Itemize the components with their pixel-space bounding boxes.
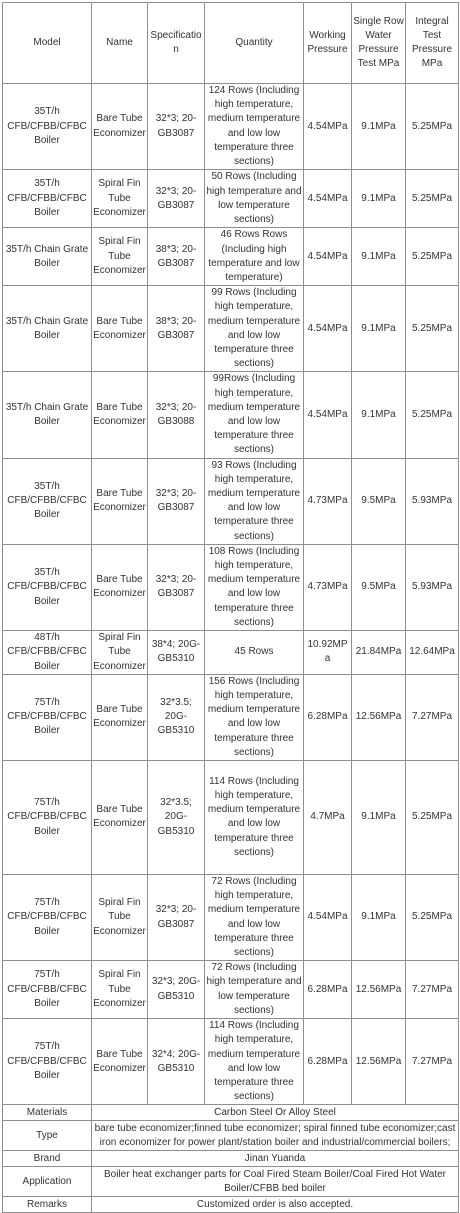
name-cell: Bare Tube Economizer xyxy=(92,458,148,544)
working-pressure-cell: 10.92MPa xyxy=(304,631,352,675)
model-cell: 48T/h CFB/CFBB/CFBC Boiler xyxy=(3,631,92,675)
name-cell: Spiral Fin Tube Economizer xyxy=(92,874,148,960)
integral-test-cell: 5.25MPa xyxy=(406,228,459,286)
header-specification: Specification xyxy=(148,3,205,84)
integral-test-cell: 7.27MPa xyxy=(406,674,459,760)
single-row-test-cell: 9.1MPa xyxy=(352,372,406,458)
single-row-test-cell: 9.1MPa xyxy=(352,874,406,960)
name-cell: Bare Tube Economizer xyxy=(92,286,148,372)
header-name: Name xyxy=(92,3,148,84)
table-row xyxy=(3,228,459,286)
specification-cell: 32*3.5; 20G-GB5310 xyxy=(148,760,205,874)
model-cell: 75T/h CFB/CFBB/CFBC Boiler xyxy=(3,874,92,960)
footer-value: Jinan Yuanda xyxy=(92,1151,459,1167)
specification-cell: 32*3; 20-GB3087 xyxy=(148,544,205,630)
specification-cell: 32*3; 20-GB3087 xyxy=(148,84,205,170)
header-working-pressure: Working Pressure xyxy=(304,3,352,84)
economizer-spec-table xyxy=(2,2,459,1213)
footer-value: Customized order is also accepted. xyxy=(92,1197,459,1213)
name-cell: Spiral Fin Tube Economizer xyxy=(92,961,148,1019)
table-row xyxy=(3,372,459,458)
specification-cell: 32*3; 20G-GB5310 xyxy=(148,961,205,1019)
table-row xyxy=(3,760,459,874)
working-pressure-cell: 6.28MPa xyxy=(304,961,352,1019)
single-row-test-cell: 12.56MPa xyxy=(352,1019,406,1105)
working-pressure-cell: 4.73MPa xyxy=(304,544,352,630)
single-row-test-cell: 9.5MPa xyxy=(352,544,406,630)
quantity-cell: 99 Rows (Including high temperature, medium temperature and low low temperature three sections) xyxy=(205,286,304,372)
working-pressure-cell: 4.54MPa xyxy=(304,170,352,228)
name-cell: Spiral Fin Tube Economizer xyxy=(92,170,148,228)
table-row xyxy=(3,544,459,630)
table-row xyxy=(3,674,459,760)
integral-test-cell: 5.25MPa xyxy=(406,170,459,228)
working-pressure-cell: 4.54MPa xyxy=(304,228,352,286)
quantity-cell: 46 Rows Rows (Including high temperature and low temperature) xyxy=(205,228,304,286)
name-cell: Bare Tube Economizer xyxy=(92,544,148,630)
working-pressure-cell: 4.54MPa xyxy=(304,286,352,372)
model-cell: 35T/h CFB/CFBB/CFBC Boiler xyxy=(3,84,92,170)
working-pressure-cell: 6.28MPa xyxy=(304,674,352,760)
footer-label: Application xyxy=(3,1167,92,1197)
table-row xyxy=(3,631,459,675)
specification-cell: 32*3; 20-GB3087 xyxy=(148,458,205,544)
single-row-test-cell: 9.1MPa xyxy=(352,286,406,372)
footer-label: Remarks xyxy=(3,1197,92,1213)
footer-row xyxy=(3,1151,459,1167)
quantity-cell: 124 Rows (Including high temperature, medium temperature and low low temperature three sections) xyxy=(205,84,304,170)
specification-cell: 32*3; 20-GB3087 xyxy=(148,874,205,960)
specification-cell: 38*3; 20-GB3087 xyxy=(148,286,205,372)
integral-test-cell: 5.93MPa xyxy=(406,544,459,630)
table-row xyxy=(3,961,459,1019)
footer-label: Type xyxy=(3,1121,92,1151)
name-cell: Bare Tube Economizer xyxy=(92,760,148,874)
model-cell: 35T/h CFB/CFBB/CFBC Boiler xyxy=(3,544,92,630)
header-single-row-test: Single Row Water Pressure Test MPa xyxy=(352,3,406,84)
integral-test-cell: 7.27MPa xyxy=(406,961,459,1019)
name-cell: Spiral Fin Tube Economizer xyxy=(92,228,148,286)
specification-cell: 32*3; 20-GB3088 xyxy=(148,372,205,458)
header-model: Model xyxy=(3,3,92,84)
model-cell: 75T/h CFB/CFBB/CFBC Boiler xyxy=(3,1019,92,1105)
model-cell: 35T/h CFB/CFBB/CFBC Boiler xyxy=(3,458,92,544)
table-row xyxy=(3,84,459,170)
model-cell: 35T/h Chain Grate Boiler xyxy=(3,286,92,372)
single-row-test-cell: 9.1MPa xyxy=(352,170,406,228)
name-cell: Spiral Fin Tube Economizer xyxy=(92,631,148,675)
footer-row xyxy=(3,1121,459,1151)
working-pressure-cell: 4.73MPa xyxy=(304,458,352,544)
quantity-cell: 156 Rows (Including high temperature, medium temperature and low low temperature three sections) xyxy=(205,674,304,760)
quantity-cell: 50 Rows (Including high temperature and low temperature sections) xyxy=(205,170,304,228)
quantity-cell: 93 Rows (Including high temperature, medium temperature and low low temperature three sections) xyxy=(205,458,304,544)
integral-test-cell: 5.25MPa xyxy=(406,760,459,874)
specification-cell: 38*4; 20G-GB5310 xyxy=(148,631,205,675)
footer-row xyxy=(3,1105,459,1121)
working-pressure-cell: 4.7MPa xyxy=(304,760,352,874)
integral-test-cell: 12.64MPa xyxy=(406,631,459,675)
quantity-cell: 45 Rows xyxy=(205,631,304,675)
name-cell: Bare Tube Economizer xyxy=(92,1019,148,1105)
integral-test-cell: 5.25MPa xyxy=(406,84,459,170)
quantity-cell: 99Rows (Including high temperature, medium temperature and low low temperature three sections) xyxy=(205,372,304,458)
single-row-test-cell: 9.1MPa xyxy=(352,760,406,874)
header-row xyxy=(3,3,459,84)
footer-row xyxy=(3,1167,459,1197)
integral-test-cell: 5.93MPa xyxy=(406,458,459,544)
table-row xyxy=(3,874,459,960)
working-pressure-cell: 4.54MPa xyxy=(304,874,352,960)
model-cell: 75T/h CFB/CFBB/CFBC Boiler xyxy=(3,961,92,1019)
specification-cell: 32*3; 20-GB3087 xyxy=(148,170,205,228)
footer-row xyxy=(3,1197,459,1213)
header-quantity: Quantity xyxy=(205,3,304,84)
specification-cell: 32*3.5; 20G-GB5310 xyxy=(148,674,205,760)
footer-label: Brand xyxy=(3,1151,92,1167)
single-row-test-cell: 9.1MPa xyxy=(352,84,406,170)
specification-cell: 32*4; 20G-GB5310 xyxy=(148,1019,205,1105)
name-cell: Bare Tube Economizer xyxy=(92,84,148,170)
integral-test-cell: 5.25MPa xyxy=(406,286,459,372)
footer-label: Materials xyxy=(3,1105,92,1121)
single-row-test-cell: 21.84MPa xyxy=(352,631,406,675)
quantity-cell: 114 Rows (Including high temperature, medium temperature and low low temperature three sections) xyxy=(205,1019,304,1105)
working-pressure-cell: 4.54MPa xyxy=(304,84,352,170)
model-cell: 75T/h CFB/CFBB/CFBC Boiler xyxy=(3,760,92,874)
single-row-test-cell: 9.1MPa xyxy=(352,228,406,286)
model-cell: 35T/h Chain Grate Boiler xyxy=(3,372,92,458)
working-pressure-cell: 6.28MPa xyxy=(304,1019,352,1105)
table-row xyxy=(3,1019,459,1105)
single-row-test-cell: 12.56MPa xyxy=(352,961,406,1019)
working-pressure-cell: 4.54MPa xyxy=(304,372,352,458)
table-row xyxy=(3,170,459,228)
spec-table-container xyxy=(2,2,458,1213)
model-cell: 75T/h CFB/CFBB/CFBC Boiler xyxy=(3,674,92,760)
model-cell: 35T/h CFB/CFBB/CFBC Boiler xyxy=(3,170,92,228)
footer-value: Carbon Steel Or Alloy Steel xyxy=(92,1105,459,1121)
specification-cell: 38*3; 20-GB3087 xyxy=(148,228,205,286)
integral-test-cell: 5.25MPa xyxy=(406,372,459,458)
footer-value: bare tube economizer;finned tube economizer; spiral finned tube economizer;cast iron economizer for power plant/station boiler and industrial/commercial boilers; xyxy=(92,1121,459,1151)
single-row-test-cell: 9.5MPa xyxy=(352,458,406,544)
model-cell: 35T/h Chain Grate Boiler xyxy=(3,228,92,286)
table-row xyxy=(3,458,459,544)
quantity-cell: 72 Rows (Including high temperature, medium temperature and low low temperature three sections) xyxy=(205,874,304,960)
quantity-cell: 108 Rows (Including high temperature, medium temperature and low low temperature three sections) xyxy=(205,544,304,630)
integral-test-cell: 5.25MPa xyxy=(406,874,459,960)
footer-value: Boiler heat exchanger parts for Coal Fired Steam Boiler/Coal Fired Hot Water Boiler/CFBB bed boiler xyxy=(92,1167,459,1197)
single-row-test-cell: 12.56MPa xyxy=(352,674,406,760)
header-integral-test: Integral Test Pressure MPa xyxy=(406,3,459,84)
name-cell: Bare Tube Economizer xyxy=(92,372,148,458)
integral-test-cell: 7.27MPa xyxy=(406,1019,459,1105)
table-row xyxy=(3,286,459,372)
quantity-cell: 72 Rows (Including high temperature and low temperature sections) xyxy=(205,961,304,1019)
quantity-cell: 114 Rows (Including high temperature, medium temperature and low low temperature three sections) xyxy=(205,760,304,874)
name-cell: Bare Tube Economizer xyxy=(92,674,148,760)
